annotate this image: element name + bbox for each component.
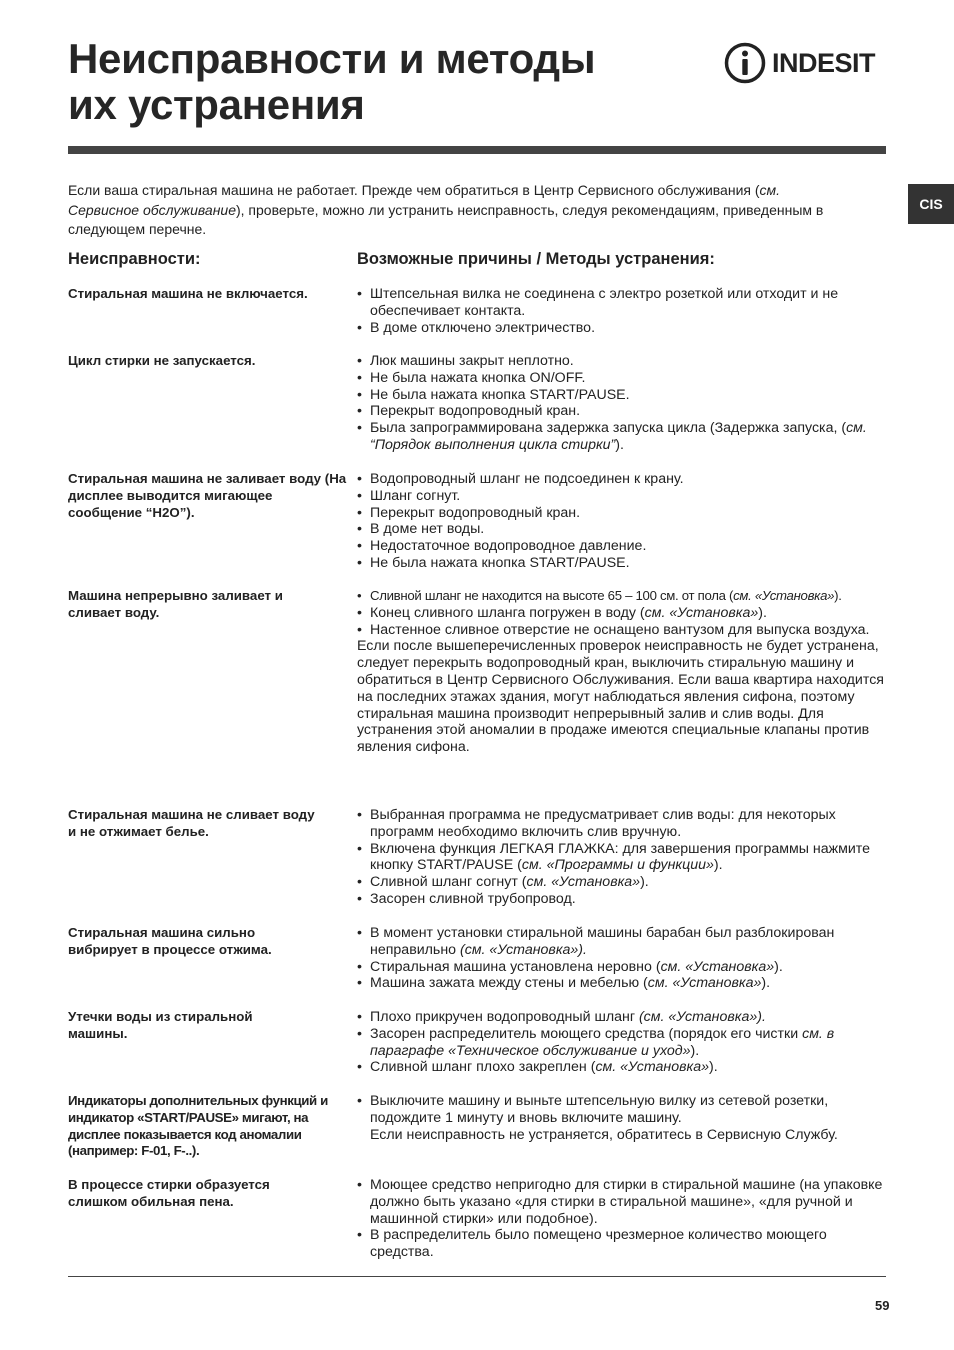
cause-note: Если после вышеперечисленных проверок неисправность не будет устранена, следует перекрыть водопроводный кран, выключить стиральную машину и обратиться в Центр Сервисного Обслуживания. Если ваша квартира находится на последних этажах здания, могут наблюдаться явления сифона, поэтому стиральная машина производит непрерывный залив и слив воды. Для устранения этой аномалии в продаже имеются специальные клапаны против явления сифона. xyxy=(357,638,884,756)
causes-heading: Возможные причины / Методы устранения: xyxy=(357,250,715,268)
cause-list xyxy=(357,1009,887,1076)
cause-item: • Конец сливного шланга погружен в воду (см. «Установка»). xyxy=(357,605,887,622)
faults-heading: Неисправности: xyxy=(68,250,201,268)
cause-item: • Машина зажата между стены и мебелью (см. «Установка»). xyxy=(357,975,887,992)
cause-item: • Выбранная программа не предусматривает слив воды: для некоторых программ необходимо включить слив вручную. xyxy=(357,807,887,841)
cause-item: • В доме нет воды. xyxy=(357,521,887,538)
page-title-line-2: их устранения xyxy=(68,81,365,128)
cause-item: • Моющее средство непригодно для стирки в стиральной машине (на упаковке должно быть указано «для стирки в стиральной машине», «для ручной и машинной стирки» или подобное). xyxy=(357,1177,887,1227)
page-number: 59 xyxy=(875,1298,890,1313)
page-title-line-1: Неисправности и методы xyxy=(68,35,596,82)
cause-list xyxy=(357,286,887,336)
cause-item: • Не была нажата кнопка START/PAUSE. xyxy=(357,387,887,404)
footer-rule xyxy=(68,1276,886,1277)
fault-label: В процессе стирки образуется слишком обильная пена. xyxy=(68,1177,270,1209)
cause-list xyxy=(357,807,887,908)
cause-item: • В момент установки стиральной машины барабан был разблокирован неправильно (см. «Установка»). xyxy=(357,925,887,959)
fault-label: Стиральная машина не включается. xyxy=(68,286,308,301)
cause-item: • Сливной шланг не находится на высоте 65 – 100 см. от пола (см. «Установка»). xyxy=(357,588,887,605)
cause-list xyxy=(357,925,887,992)
intro-text-2: ), проверьте, можно ли устранить неисправность, следуя рекомендациям, приведенным в следующем перечне. xyxy=(68,201,824,237)
fault-label: Стиральная машина не сливает воду и не отжимает белье. xyxy=(68,807,315,839)
cause-item: • Стиральная машина установлена неровно (см. «Установка»). xyxy=(357,959,887,976)
intro-text-1: Если ваша стиральная машина не работает. Прежде чем обратиться в Центр Сервисного обслуживания ( xyxy=(68,182,760,198)
cause-item: • Перекрыт водопроводный кран. xyxy=(357,403,887,420)
language-tab: CIS xyxy=(908,184,954,224)
cause-item: • Шланг согнут. xyxy=(357,488,887,505)
page-title xyxy=(68,36,595,128)
cause-list xyxy=(357,1177,887,1261)
cause-list xyxy=(357,353,887,454)
fault-label: Стиральная машина сильно вибрирует в процессе отжима. xyxy=(68,925,272,957)
cause-item: • Выключите машину и выньте штепсельную вилку из сетевой розетки, подождите 1 минуту и вновь включите машину. Если неисправность не устраняется, обратитесь в Сервисную Службу. xyxy=(357,1093,887,1143)
cause-item: • В распределитель было помещено чрезмерное количество моющего средства. xyxy=(357,1227,887,1261)
fault-label: Утечки воды из стиральной машины. xyxy=(68,1009,253,1041)
cause-list xyxy=(357,1093,887,1143)
cause-item: • Сливной шланг плохо закреплен (см. «Установка»). xyxy=(357,1059,887,1076)
fault-label: Цикл стирки не запускается. xyxy=(68,353,256,368)
cause-item: • Засорен сливной трубопровод. xyxy=(357,891,887,908)
cause-item: • Недостаточное водопроводное давление. xyxy=(357,538,887,555)
brand-name: INDESIT xyxy=(772,47,876,78)
cause-list xyxy=(357,588,887,756)
intro-reference: см. Сервисное обслуживание xyxy=(68,182,781,218)
cause-item: • Не была нажата кнопка START/PAUSE. xyxy=(357,555,887,572)
cause-item: • Настенное сливное отверстие не оснащено вантузом для выпуска воздуха. xyxy=(357,622,887,639)
brand-logo-icon xyxy=(724,42,766,84)
cause-item: • Штепсельная вилка не соединена с электро розеткой или отходит и не обеспечивает контакта. xyxy=(357,286,887,320)
cause-item: • В доме отключено электричество. xyxy=(357,320,887,337)
cause-item: • Плохо прикручен водопроводный шланг (см. «Установка»). xyxy=(357,1009,887,1026)
cause-item: • Засорен распределитель моющего средства (порядок его чистки см. в параграфе «Техническое обслуживание и уход»). xyxy=(357,1026,887,1060)
fault-label: Стиральная машина не заливает воду (На дисплее выводится мигающее сообщение “H2O”). xyxy=(68,471,347,520)
fault-label: Машина непрерывно заливает и сливает воду. xyxy=(68,588,283,620)
header-rule xyxy=(68,146,886,154)
cause-note: Если неисправность не устраняется, обратитесь в Сервисную Службу. xyxy=(370,1126,838,1143)
brand-logo xyxy=(724,42,875,84)
cause-item: • Была запрограммирована задержка запуска цикла (Задержка запуска, (см. “Порядок выполнения цикла стирки”). xyxy=(357,420,887,454)
cause-item: • Перекрыт водопроводный кран. xyxy=(357,505,887,522)
cause-item: • Водопроводный шланг не подсоединен к крану. xyxy=(357,471,887,488)
cause-list xyxy=(357,471,887,572)
intro-paragraph xyxy=(68,181,828,240)
cause-item: • Сливной шланг согнут (см. «Установка»). xyxy=(357,874,887,891)
fault-label: Индикаторы дополнительных функций и индикатор «START/PAUSE» мигают, на дисплее показывается код аномалии (например: F-01, F-..). xyxy=(68,1093,328,1159)
cause-item: • Не была нажата кнопка ON/OFF. xyxy=(357,370,887,387)
cause-item: • Включена функция ЛЕГКАЯ ГЛАЖКА: для завершения программы нажмите кнопку START/PAUSE (см. «Программы и функции»). xyxy=(357,841,887,875)
cause-item: • Люк машины закрыт неплотно. xyxy=(357,353,887,370)
